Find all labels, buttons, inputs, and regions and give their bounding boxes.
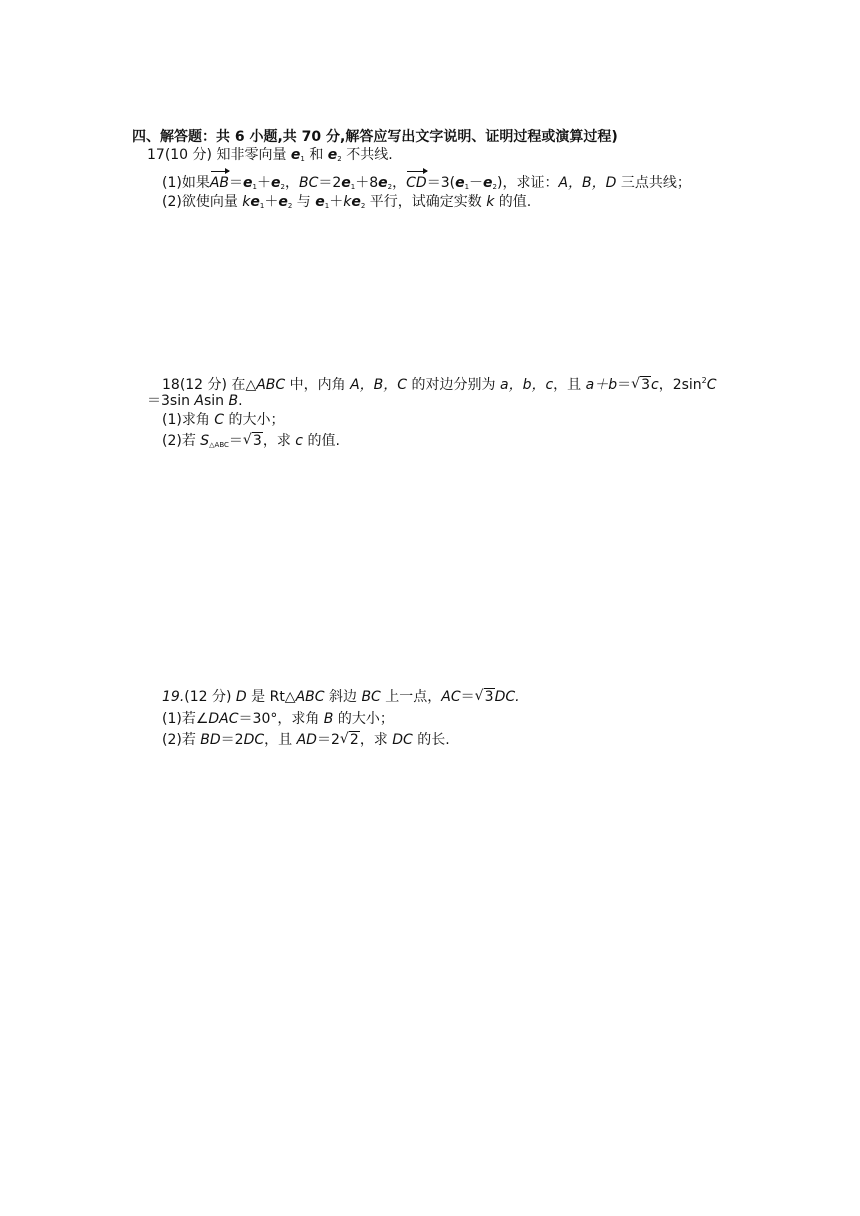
q19-stem: 19.(12 分) D 是 Rt△ABC 斜边 BC 上一点，AC＝√ 3DC.: [162, 688, 520, 706]
q19-part2: (2)若 BD＝2DC，且 AD＝2√ 2，求 DC 的长.: [162, 731, 450, 749]
q19-part1: (1)若∠DAC＝30°，求角 B 的大小；: [162, 711, 394, 727]
q17-stem: 17(10 分) 知非零向量 $e_1$ 和 $e_2$ 不共线.: [147, 147, 393, 163]
q17-part2: (2)欲使向量 $ke_1+e_2$ 与 $e_1+ke_2$ 平行，试确定实数 k 的值.: [162, 194, 532, 210]
sqrt-symbol: √ 2: [340, 731, 360, 749]
q18-part1: (1)求角 C 的大小；: [162, 412, 285, 428]
sqrt-symbol: √ 3: [243, 432, 263, 450]
sqrt-symbol: √ 3: [631, 376, 651, 394]
section-heading: 四、解答题：共 6 小题,共 70 分,解答应写出文字说明、证明过程或演算过程): [132, 129, 618, 145]
q18-stem-line2: ＝3sin Asin B.: [147, 393, 243, 409]
q18-part2: (2)若 $S_{\triangle ABC}=√$ 3，求 c 的值.: [162, 432, 340, 454]
q18-stem: 18(12 分) 在△ABC 中，内角 A，B，C 的对边分别为 a，b，c，且 a＋b＝√ 3c，$2\sin^2C$: [162, 372, 717, 394]
q17-part1: (1)如果$AB=e_1+e_2$，$BC=2e_1+8e_2$，$CD=3(e_1-e_2)$，求证：A，B，D 三点共线；: [162, 175, 691, 191]
sqrt-symbol: √ 3: [475, 688, 495, 706]
